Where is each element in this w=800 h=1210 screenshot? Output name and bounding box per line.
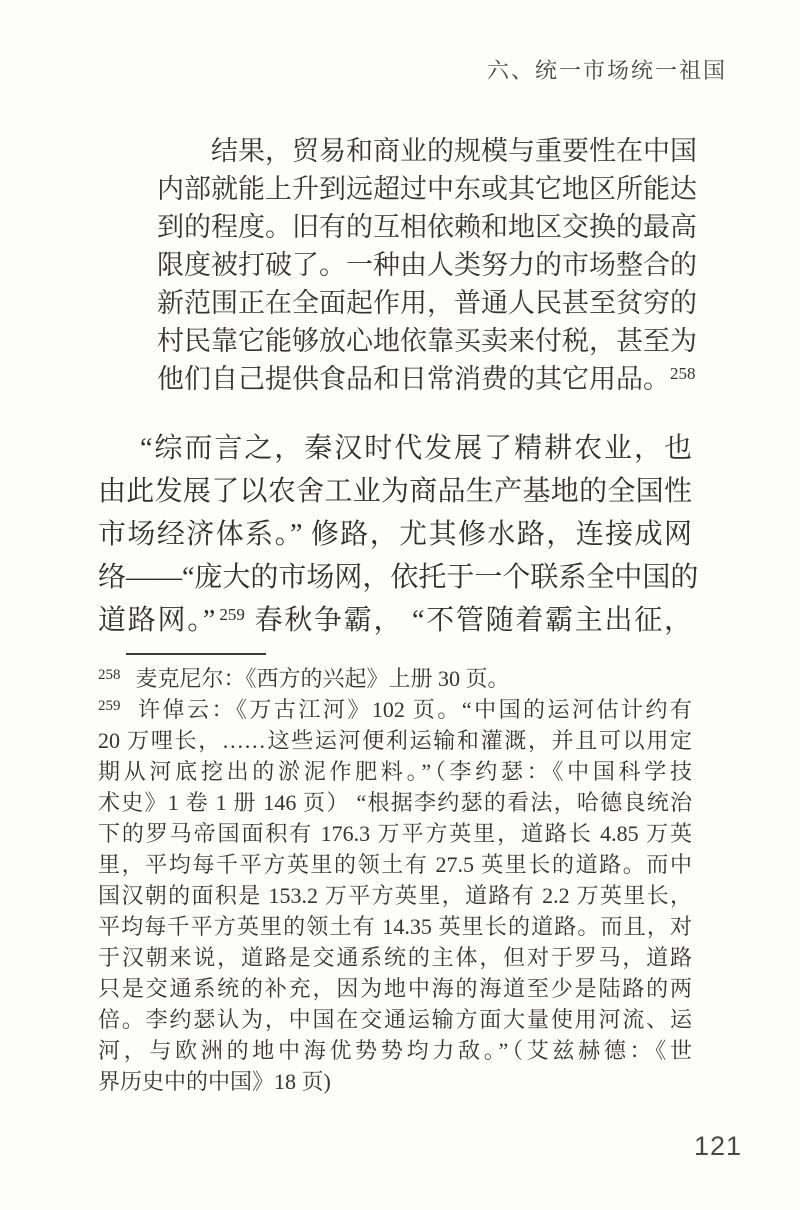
blockquote-line: 新范围正在全面起作用，普通人民甚至贫穷的	[157, 288, 697, 318]
footnote-259-line: 平均每千平方英里的领土有 14.35 英里长的道路。而且，对	[98, 914, 692, 939]
footnote-259	[98, 694, 692, 725]
paragraph-line: 由此发展了以农舍工业为商品生产基地的全国性	[98, 476, 692, 507]
paragraph-last-line-pre: 道路网。”	[98, 605, 216, 636]
footnote-259-first-line: 许倬云：《万古江河》102 页。“中国的运河估计约有	[135, 697, 692, 722]
footnote-259-line: 期从河底挖出的淤泥作肥料。”（李约瑟：《中国科学技	[98, 759, 692, 784]
footnote-marker-259: 259	[98, 698, 121, 714]
paragraph-line: “综而言之，秦汉时代发展了精耕农业，也	[140, 433, 692, 464]
footnote-259-line: 只是交通系统的补充，因为地中海的海道至少是陆路的两	[98, 976, 692, 1001]
footnote-259-line: 界历史中的中国》18 页)	[98, 1069, 331, 1094]
footnote-258-text: 麦克尼尔：《西方的兴起》上册 30 页。	[135, 666, 510, 691]
running-header: 六、统一市场统一祖国	[486, 58, 727, 83]
paragraph-last-line-post: 春秋争霸， “不管随着霸主出征，	[252, 605, 692, 636]
footnotes-section	[98, 663, 692, 1097]
footnote-reference-259: 259	[219, 605, 245, 624]
body-paragraph	[98, 427, 699, 642]
footnote-258	[98, 663, 692, 694]
footnote-reference-258: 258	[670, 364, 696, 383]
paragraph-line: 市场经济体系。” 修路，尤其修水路，连接成网	[98, 519, 692, 550]
footnote-259-line: 于汉朝来说，道路是交通系统的主体，但对于罗马，道路	[98, 945, 692, 970]
blockquote-line: 限度被打破了。一种由人类努力的市场整合的	[157, 250, 697, 280]
paragraph-line: 络——“庞大的市场网，依托于一个联系全中国的	[98, 562, 699, 593]
blockquote	[157, 132, 697, 398]
footnote-259-line: 里，平均每千平方英里的领土有 27.5 英里长的道路。而中	[98, 852, 692, 877]
blockquote-line: 结果，贸易和商业的规模与重要性在中国	[211, 136, 697, 166]
page-number: 121	[693, 1131, 742, 1161]
paragraph-line	[98, 599, 692, 642]
footnote-259-line: 术史》1 卷 1 册 146 页） “根据李约瑟的看法，哈德良统治	[98, 790, 692, 815]
blockquote-line	[157, 360, 696, 398]
footnote-259-line: 国汉朝的面积是 153.2 万平方英里，道路有 2.2 万英里长，	[98, 883, 692, 908]
footnote-marker-258: 258	[98, 667, 121, 683]
footnote-259-line: 倍。李约瑟认为，中国在交通运输方面大量使用河流、运	[98, 1007, 692, 1032]
footnote-259-line: 下的罗马帝国面积有 176.3 万平方英里，道路长 4.85 万英	[98, 821, 692, 846]
blockquote-line: 内部就能上升到远超过中东或其它地区所能达	[157, 174, 697, 204]
blockquote-line: 到的程度。旧有的互相依赖和地区交换的最高	[157, 212, 697, 242]
blockquote-last-line-text: 他们自己提供食品和日常消费的其它用品。	[157, 364, 670, 394]
footnote-divider	[126, 653, 266, 655]
footnote-259-line: 20 万哩长，……这些运河便利运输和灌溉，并且可以用定	[98, 728, 692, 753]
footnote-259-line: 河，与欧洲的地中海优势势均力敌。”（艾兹赫德：《世	[98, 1038, 692, 1063]
blockquote-line: 村民靠它能够放心地依靠买卖来付税，甚至为	[157, 326, 697, 356]
